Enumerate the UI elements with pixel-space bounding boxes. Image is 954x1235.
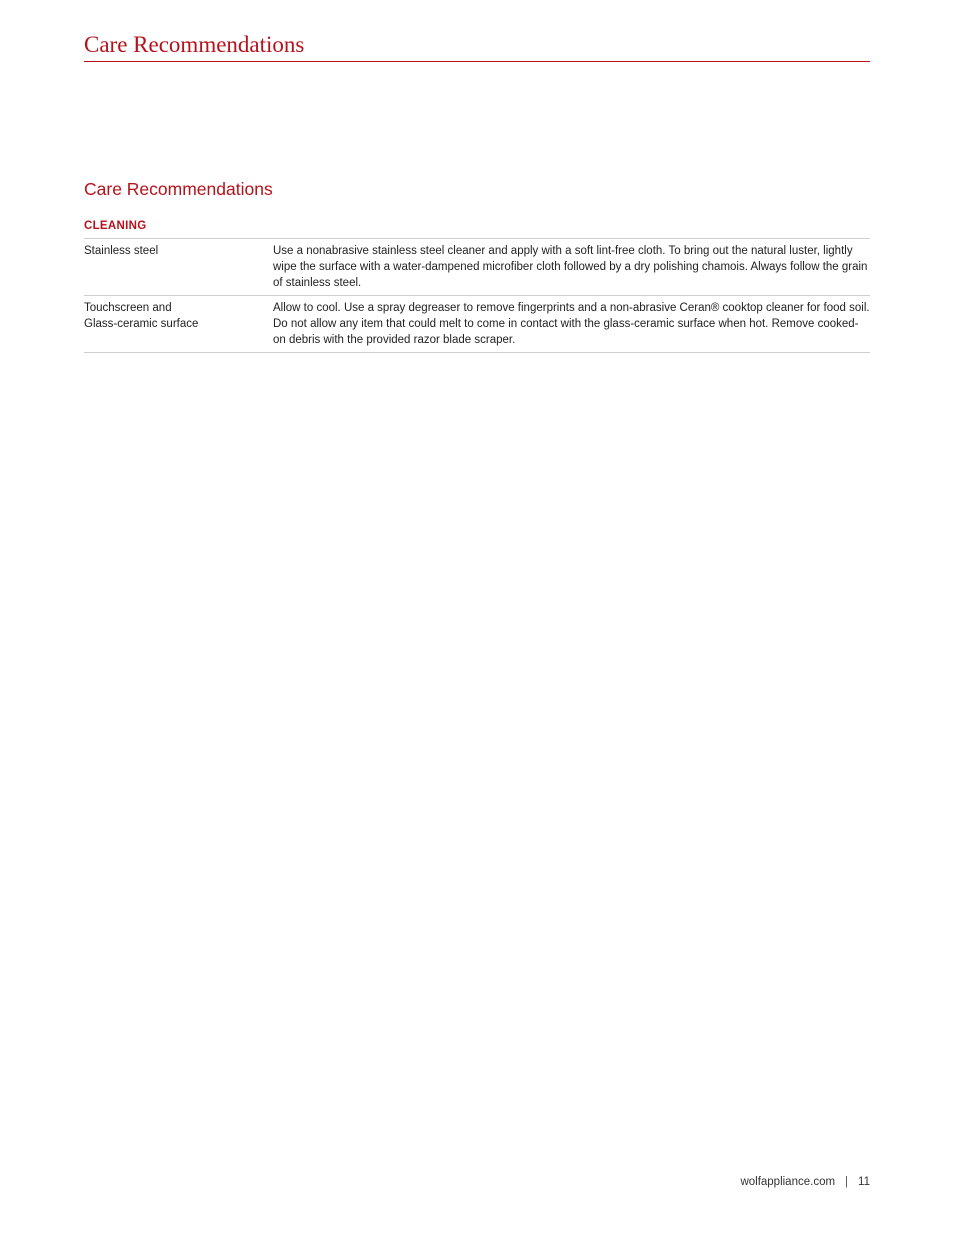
- care-description-text: Allow to cool. Use a spray degreaser to remove fingerprints and a non-abrasive Ceran® cooktop cleaner for food soil. Do not allow any item that could melt to come in contact with the glass-ceramic surface when hot. Remove cooked-on debris with the provided razor blade scraper.: [273, 302, 870, 346]
- footer-separator: |: [845, 1176, 849, 1188]
- care-section: [84, 178, 870, 353]
- surface-label: [84, 239, 273, 296]
- care-description: [273, 296, 870, 353]
- surface-label-line1: Touchscreen and: [84, 302, 172, 314]
- page-number: 11: [858, 1176, 870, 1188]
- care-description: [273, 239, 870, 296]
- care-description-text: Use a nonabrasive stainless steel cleaner and apply with a soft lint-free cloth. To bring out the natural luster, lightly wipe the surface with a water-dampened microfiber cloth followed by a dry polishing chamois. Always follow the grain of stainless steel.: [273, 245, 868, 289]
- cleaning-subheading: CLEANING: [84, 219, 870, 239]
- table-row: [84, 296, 870, 353]
- page-header: [84, 30, 870, 62]
- surface-label-line2: Glass-ceramic surface: [84, 318, 199, 330]
- care-table: [84, 239, 870, 353]
- surface-label-text: Stainless steel: [84, 245, 159, 257]
- table-row: [84, 239, 870, 296]
- surface-label: [84, 296, 273, 353]
- page-footer: [740, 1175, 870, 1189]
- section-heading: Care Recommendations: [84, 179, 273, 199]
- website-link[interactable]: wolfappliance.com: [740, 1176, 836, 1188]
- page-title: Care Recommendations: [84, 32, 305, 57]
